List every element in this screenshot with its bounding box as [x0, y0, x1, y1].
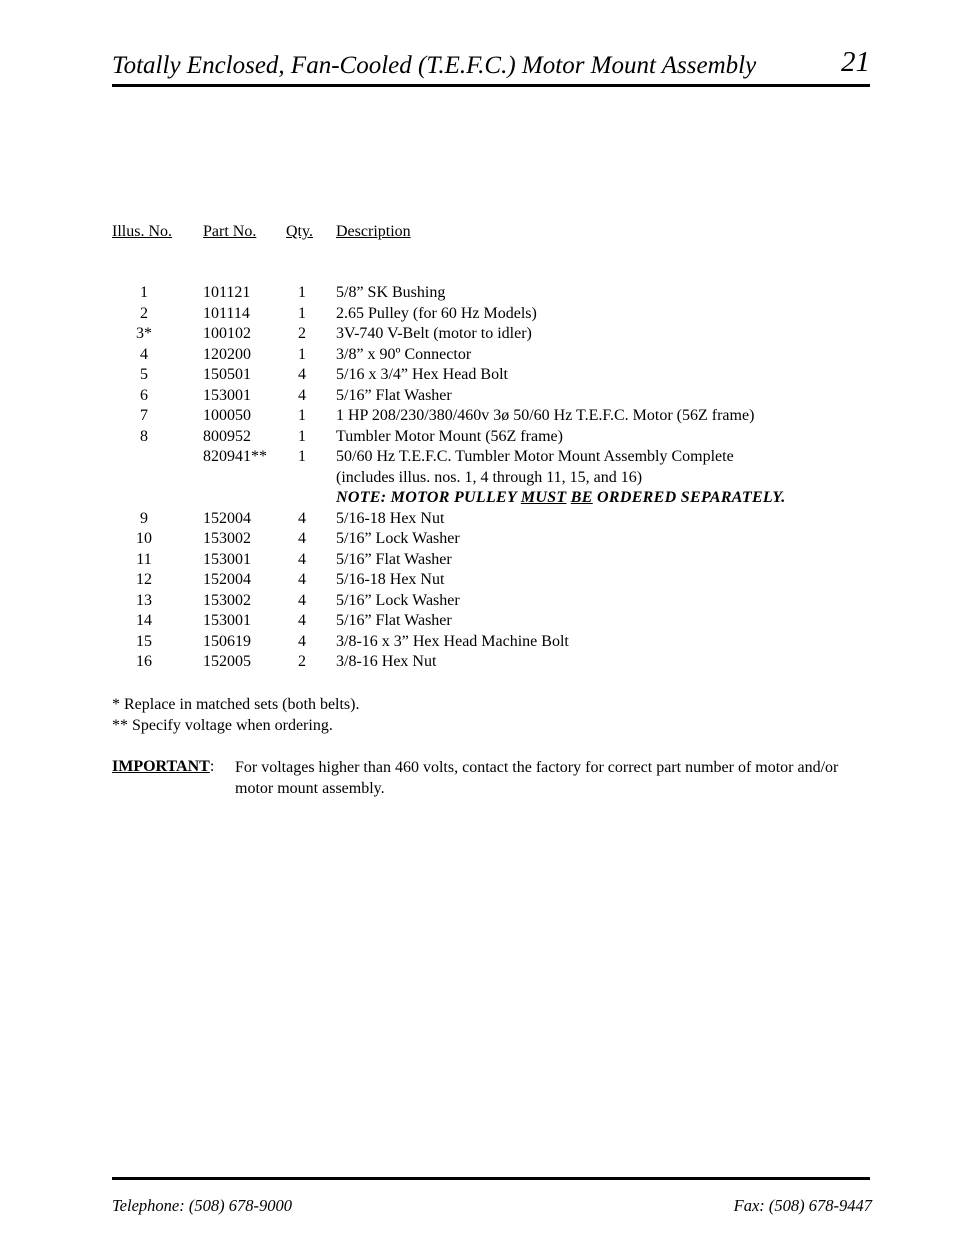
table-row	[112, 612, 872, 633]
illus-no: 11	[136, 550, 152, 568]
table-row	[112, 284, 872, 305]
part-no: 153002	[203, 591, 251, 609]
page-header	[112, 46, 870, 86]
column-header-part: Part No.	[203, 223, 257, 240]
quantity: 4	[298, 366, 306, 383]
quantity: 4	[298, 550, 306, 568]
table-row-continuation	[112, 469, 872, 490]
description: 50/60 Hz T.E.F.C. Tumbler Motor Mount Assembly Complete	[336, 448, 734, 465]
table-row	[112, 325, 872, 346]
important-text: For voltages higher than 460 volts, contact the factory for correct part number of motor and/or motor mount assembly.	[235, 759, 839, 797]
table-row	[112, 428, 872, 449]
illus-no: 14	[136, 612, 152, 629]
part-no: 120200	[203, 345, 251, 363]
column-header-qty: Qty.	[286, 223, 313, 240]
quantity: 2	[298, 325, 306, 342]
description: 3/8-16 x 3” Hex Head Machine Bolt	[336, 632, 569, 650]
description: 5/16-18 Hex Nut	[336, 571, 445, 588]
quantity: 4	[298, 571, 306, 588]
table-row	[112, 530, 872, 551]
column-header-description: Description	[336, 223, 411, 240]
part-no: 100050	[203, 407, 251, 424]
description: 5/16” Flat Washer	[336, 550, 452, 568]
quantity: 4	[298, 509, 306, 527]
quantity: 4	[298, 386, 306, 404]
quantity: 1	[298, 427, 306, 445]
quantity: 4	[298, 632, 306, 650]
part-no: 101121	[203, 284, 251, 301]
table-row	[112, 571, 872, 592]
footer-telephone: Telephone: (508) 678-9000	[112, 1196, 292, 1215]
part-no: 153001	[203, 386, 251, 404]
part-no: 153002	[203, 530, 251, 547]
part-no: 150619	[203, 632, 251, 650]
important-label: IMPORTANT:	[112, 758, 215, 775]
illus-no: 7	[140, 407, 148, 424]
table-row	[112, 366, 872, 387]
description: 5/16 x 3/4” Hex Head Bolt	[336, 366, 508, 383]
part-no: 153001	[203, 550, 251, 568]
parts-list	[112, 284, 872, 674]
description: Tumbler Motor Mount (56Z frame)	[336, 427, 563, 445]
illus-no: 6	[140, 386, 148, 404]
page-title: Totally Enclosed, Fan-Cooled (T.E.F.C.) Motor Mount Assembly	[112, 52, 757, 79]
illus-no: 12	[136, 571, 152, 588]
quantity: 4	[298, 530, 306, 547]
quantity: 4	[298, 591, 306, 609]
assembly-includes-note: (includes illus. nos. 1, 4 through 11, 15, and 16)	[336, 468, 643, 486]
quantity: 1	[298, 448, 306, 465]
table-row	[112, 510, 872, 531]
illus-no: 3*	[136, 325, 152, 342]
quantity: 1	[298, 345, 306, 363]
illus-no: 9	[140, 509, 148, 527]
table-row	[112, 633, 872, 654]
part-no: 152005	[203, 653, 251, 670]
part-no: 150501	[203, 366, 251, 383]
description: 5/16” Lock Washer	[336, 591, 460, 609]
part-no: 800952	[203, 427, 251, 445]
illus-no: 5	[140, 366, 148, 383]
quantity: 2	[298, 653, 306, 670]
table-row	[112, 653, 872, 674]
table-row	[112, 407, 872, 428]
footnote-single-asterisk: * Replace in matched sets (both belts).	[112, 696, 360, 713]
illus-no: 8	[140, 427, 148, 445]
description: 5/16” Flat Washer	[336, 386, 452, 404]
table-row	[112, 592, 872, 613]
footer-divider	[112, 1177, 870, 1180]
description: 3V-740 V-Belt (motor to idler)	[336, 325, 532, 342]
illus-no: 16	[136, 653, 152, 670]
table-row	[112, 305, 872, 326]
table-row	[112, 387, 872, 408]
description: 5/8” SK Bushing	[336, 284, 446, 301]
part-no: 101114	[203, 304, 250, 322]
part-no: 152004	[203, 509, 251, 527]
table-row	[112, 346, 872, 367]
quantity: 4	[298, 612, 306, 629]
illus-no: 10	[136, 530, 152, 547]
footnote-double-asterisk: ** Specify voltage when ordering.	[112, 716, 333, 734]
part-no: 152004	[203, 571, 251, 588]
quantity: 1	[298, 407, 306, 424]
illus-no: 4	[140, 345, 148, 363]
footer-fax: Fax: (508) 678-9447	[733, 1196, 872, 1215]
table-row	[112, 448, 872, 469]
description: 5/16” Lock Washer	[336, 530, 460, 547]
description: 3/8-16 Hex Nut	[336, 653, 437, 670]
description: 5/16” Flat Washer	[336, 612, 452, 629]
pulley-order-note: NOTE: MOTOR PULLEY MUST BE ORDERED SEPARATELY.	[336, 489, 786, 506]
description: 5/16-18 Hex Nut	[336, 509, 445, 527]
header-divider	[112, 84, 870, 87]
page-number: 21	[841, 46, 870, 78]
description: 1 HP 208/230/380/460v 3ø 50/60 Hz T.E.F.C. Motor (56Z frame)	[336, 407, 755, 424]
table-row	[112, 551, 872, 572]
column-header-illus: Illus. No.	[112, 223, 172, 240]
illus-no: 13	[136, 591, 152, 609]
quantity: 1	[298, 284, 306, 301]
part-no: 153001	[203, 612, 251, 629]
footnotes	[112, 696, 359, 737]
description: 3/8” x 90º Connector	[336, 345, 472, 363]
illus-no: 2	[140, 304, 148, 322]
part-no: 100102	[203, 325, 251, 342]
quantity: 1	[298, 304, 306, 322]
illus-no: 15	[136, 632, 152, 650]
illus-no: 1	[140, 284, 148, 301]
description: 2.65 Pulley (for 60 Hz Models)	[336, 304, 537, 322]
table-row-note	[112, 489, 872, 510]
part-no: 820941**	[203, 448, 267, 465]
